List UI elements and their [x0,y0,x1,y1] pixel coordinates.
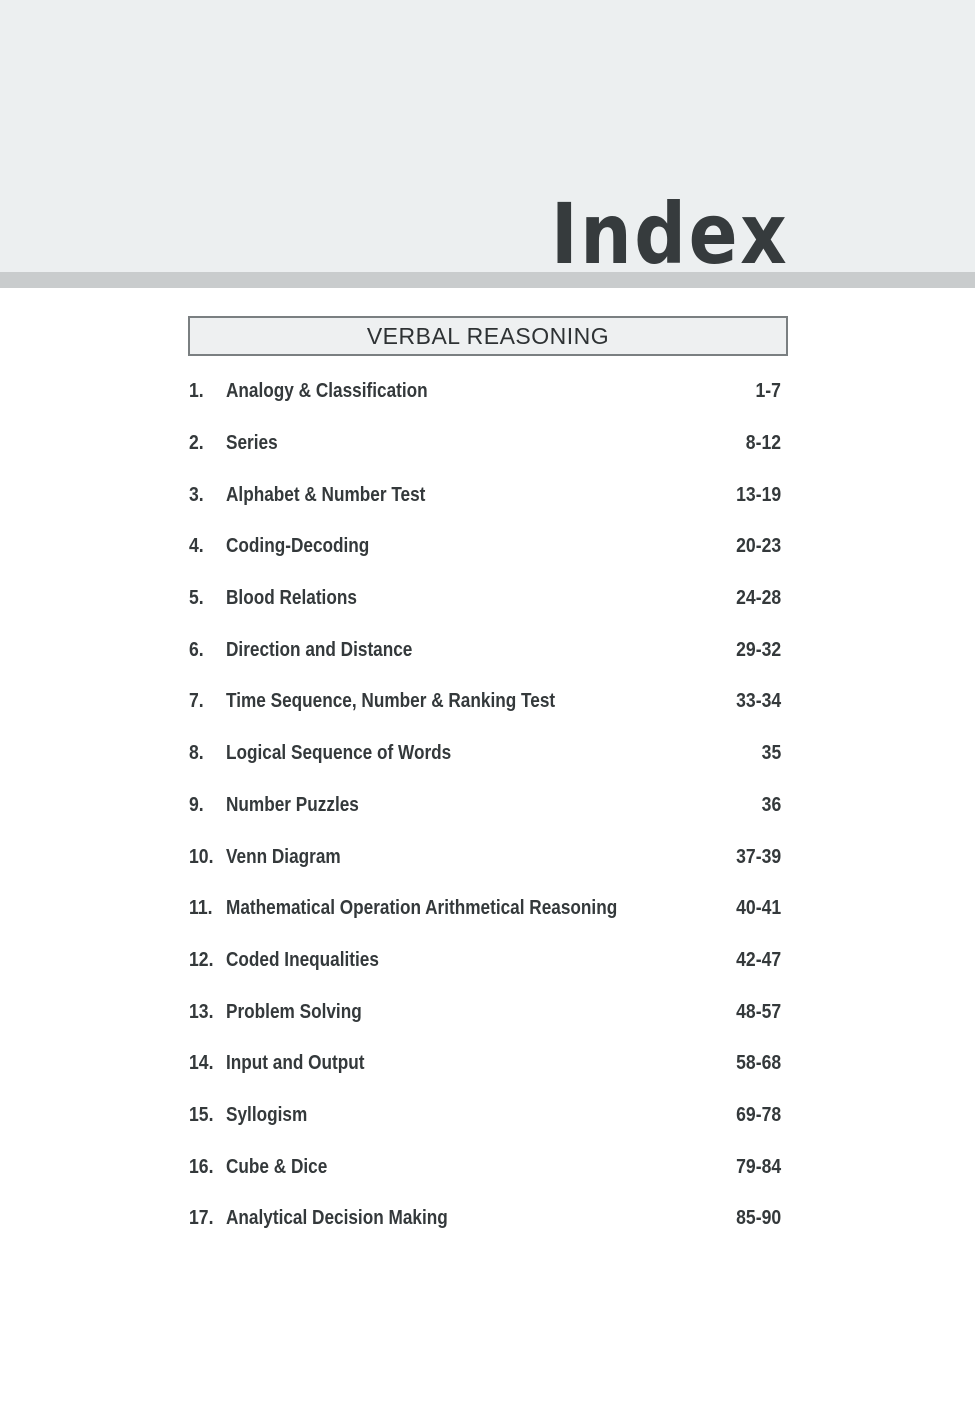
toc-entry-number: 16. [189,1155,214,1178]
toc-entry-number: 8. [189,742,204,765]
toc-entry-number: 2. [189,432,204,455]
toc-entry-title: Alphabet & Number Test [226,483,426,506]
toc-entry-number: 12. [189,948,214,971]
toc-entry[interactable] [189,676,781,728]
toc-entry-pages: 85-90 [735,1207,781,1230]
toc-entry-pages: 79-84 [735,1155,781,1178]
header-band [0,0,975,272]
toc-entry[interactable] [189,418,781,470]
toc-entry[interactable] [189,1090,781,1142]
toc-entry-pages: 20-23 [735,535,781,558]
toc-entry-pages: 29-32 [735,638,781,661]
toc-entry[interactable] [189,366,781,418]
toc-entry-pages: 36 [761,793,781,816]
toc-entry-pages: 40-41 [735,897,781,920]
toc-entry[interactable] [189,780,781,832]
table-of-contents [189,366,781,1245]
toc-entry[interactable] [189,521,781,573]
toc-entry-title: Coded Inequalities [226,948,379,971]
toc-entry-number: 14. [189,1052,214,1075]
toc-entry[interactable] [189,935,781,987]
toc-entry[interactable] [189,831,781,883]
toc-entry-title: Input and Output [226,1052,365,1075]
toc-entry-number: 3. [189,483,204,506]
toc-entry-pages: 35 [761,742,781,765]
toc-entry-pages: 37-39 [735,845,781,868]
toc-entry[interactable] [189,883,781,935]
toc-entry-number: 15. [189,1103,214,1126]
toc-entry-title: Problem Solving [226,1000,362,1023]
toc-entry[interactable] [189,986,781,1038]
toc-entry-pages: 48-57 [735,1000,781,1023]
toc-entry-title: Venn Diagram [226,845,341,868]
toc-entry-pages: 1-7 [755,380,781,403]
toc-entry-number: 13. [189,1000,214,1023]
toc-entry[interactable] [189,728,781,780]
section-heading: VERBAL REASONING [366,322,610,349]
toc-entry[interactable] [189,1141,781,1193]
toc-entry-title: Direction and Distance [226,638,413,661]
toc-entry-pages: 69-78 [735,1103,781,1126]
toc-entry-title: Time Sequence, Number & Ranking Test [226,690,556,713]
toc-entry-number: 6. [189,638,204,661]
toc-entry[interactable] [189,624,781,676]
toc-entry-title: Coding-Decoding [226,535,370,558]
toc-entry-number: 1. [189,380,204,403]
toc-entry-pages: 42-47 [735,948,781,971]
toc-entry-title: Analytical Decision Making [226,1207,448,1230]
toc-entry-title: Logical Sequence of Words [226,742,452,765]
page-title: Index [550,185,789,283]
toc-entry-pages: 58-68 [735,1052,781,1075]
toc-entry-number: 4. [189,535,204,558]
toc-entry-pages: 13-19 [735,483,781,506]
toc-entry-number: 17. [189,1207,214,1230]
toc-entry[interactable] [189,1038,781,1090]
toc-entry-number: 11. [189,897,213,920]
section-heading-box [188,316,788,356]
toc-entry-title: Mathematical Operation Arithmetical Reasoning [226,897,618,920]
toc-entry-title: Blood Relations [226,587,357,610]
toc-entry-title: Cube & Dice [226,1155,328,1178]
toc-entry-number: 7. [189,690,204,713]
toc-entry[interactable] [189,469,781,521]
toc-entry[interactable] [189,1193,781,1245]
toc-entry-title: Syllogism [226,1103,308,1126]
header-divider [0,272,975,288]
toc-entry[interactable] [189,573,781,625]
toc-entry-title: Number Puzzles [226,793,359,816]
toc-entry-title: Series [226,432,278,455]
toc-entry-number: 5. [189,587,204,610]
toc-entry-number: 10. [189,845,214,868]
toc-entry-pages: 8-12 [745,432,781,455]
toc-entry-number: 9. [189,793,204,816]
toc-entry-title: Analogy & Classification [226,380,428,403]
toc-entry-pages: 33-34 [735,690,781,713]
toc-entry-pages: 24-28 [735,587,781,610]
